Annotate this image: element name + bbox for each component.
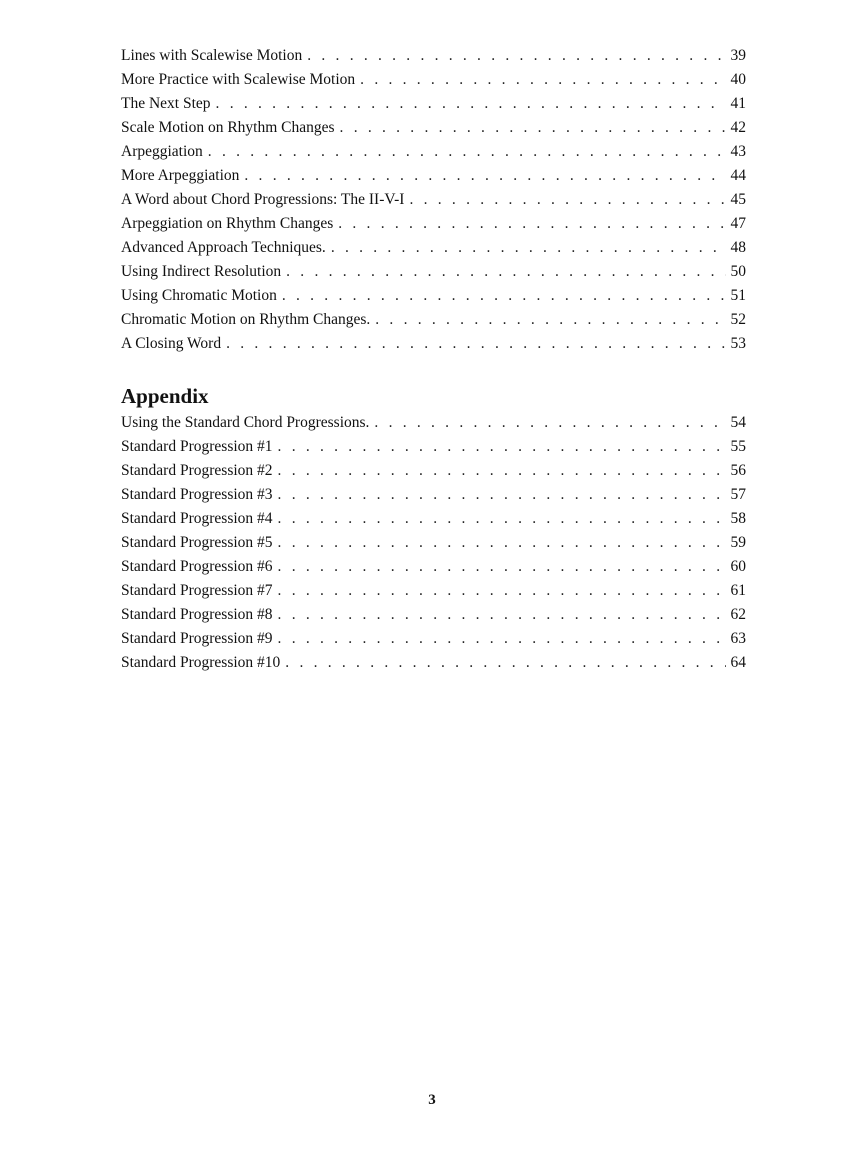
toc-entry-title: A Word about Chord Progressions: The II-V-I — [121, 191, 405, 208]
toc-entry-page: 54 — [730, 414, 746, 431]
dot-leader — [278, 603, 726, 627]
toc-entry[interactable] — [121, 332, 746, 356]
toc-entry-title: Arpeggiation on Rhythm Changes — [121, 215, 334, 232]
toc-main-list — [121, 44, 746, 356]
toc-entry-page: 45 — [730, 191, 746, 208]
toc-entry-title: Standard Progression #7 — [121, 582, 273, 599]
toc-entry[interactable] — [121, 116, 746, 140]
toc-entry-page: 39 — [730, 47, 746, 64]
toc-entry-page: 58 — [730, 510, 746, 527]
toc-entry-title: A Closing Word — [121, 335, 222, 352]
toc-entry[interactable] — [121, 284, 746, 308]
toc-entry-page: 64 — [730, 654, 746, 671]
dot-leader — [278, 483, 726, 507]
toc-entry-title: Standard Progression #3 — [121, 486, 273, 503]
toc-entry-title: Standard Progression #6 — [121, 558, 273, 575]
toc-entry[interactable] — [121, 603, 746, 627]
toc-entry[interactable] — [121, 411, 746, 435]
toc-entry-page: 51 — [730, 287, 746, 304]
toc-entry-page: 53 — [730, 335, 746, 352]
toc-entry[interactable] — [121, 212, 746, 236]
dot-leader — [278, 435, 726, 459]
dot-leader — [360, 68, 726, 92]
toc-entry-page: 56 — [730, 462, 746, 479]
toc-entry[interactable] — [121, 140, 746, 164]
toc-entry-page: 63 — [730, 630, 746, 647]
toc-entry[interactable] — [121, 44, 746, 68]
page-number: 3 — [428, 1092, 436, 1108]
dot-leader — [286, 260, 726, 284]
toc-entry-page: 61 — [730, 582, 746, 599]
toc-entry[interactable] — [121, 555, 746, 579]
toc-entry[interactable] — [121, 236, 746, 260]
toc-entry-title: Standard Progression #1 — [121, 438, 273, 455]
dot-leader — [278, 531, 726, 555]
toc-entry-title: Lines with Scalewise Motion — [121, 47, 303, 64]
toc-entry-title: Standard Progression #10 — [121, 654, 281, 671]
dot-leader — [278, 507, 726, 531]
toc-entry-page: 41 — [730, 95, 746, 112]
toc-entry[interactable] — [121, 531, 746, 555]
toc-entry[interactable] — [121, 579, 746, 603]
dot-leader — [340, 116, 726, 140]
toc-entry[interactable] — [121, 507, 746, 531]
dot-leader — [216, 92, 726, 116]
toc-entry-title: Using the Standard Chord Progressions. — [121, 414, 370, 431]
toc-entry-title: Standard Progression #9 — [121, 630, 273, 647]
toc-entry-title: Standard Progression #8 — [121, 606, 273, 623]
toc-entry-title: Using Chromatic Motion — [121, 287, 277, 304]
dot-leader — [278, 627, 726, 651]
toc-entry-page: 40 — [730, 71, 746, 88]
toc-entry-page: 47 — [730, 215, 746, 232]
dot-leader — [226, 332, 726, 356]
toc-entry[interactable] — [121, 483, 746, 507]
toc-entry[interactable] — [121, 627, 746, 651]
toc-entry[interactable] — [121, 651, 746, 675]
dot-leader — [278, 459, 726, 483]
dot-leader — [374, 411, 726, 435]
toc-entry-page: 60 — [730, 558, 746, 575]
toc-entry-title: Standard Progression #4 — [121, 510, 273, 527]
toc-entry-title: Chromatic Motion on Rhythm Changes. — [121, 311, 371, 328]
toc-entry[interactable] — [121, 164, 746, 188]
toc-entry-title: Standard Progression #2 — [121, 462, 273, 479]
toc-entry[interactable] — [121, 435, 746, 459]
toc-entry-title: Advanced Approach Techniques. — [121, 239, 326, 256]
toc-entry[interactable] — [121, 188, 746, 212]
appendix-heading: Appendix — [121, 384, 209, 408]
toc-entry-title: Using Indirect Resolution — [121, 263, 282, 280]
toc-entry-title: The Next Step — [121, 95, 211, 112]
toc-entry[interactable] — [121, 308, 746, 332]
toc-entry-page: 42 — [730, 119, 746, 136]
toc-entry[interactable] — [121, 260, 746, 284]
toc-entry[interactable] — [121, 92, 746, 116]
dot-leader — [208, 140, 726, 164]
dot-leader — [278, 579, 726, 603]
toc-entry-page: 62 — [730, 606, 746, 623]
dot-leader — [282, 284, 726, 308]
toc-entry[interactable] — [121, 459, 746, 483]
dot-leader — [307, 44, 726, 68]
dot-leader — [244, 164, 726, 188]
toc-entry-page: 57 — [730, 486, 746, 503]
dot-leader — [285, 651, 726, 675]
toc-entry-title: More Practice with Scalewise Motion — [121, 71, 356, 88]
toc-entry-title: Scale Motion on Rhythm Changes — [121, 119, 335, 136]
toc-entry-page: 59 — [730, 534, 746, 551]
dot-leader — [375, 308, 726, 332]
toc-entry-title: More Arpeggiation — [121, 167, 240, 184]
dot-leader — [409, 188, 726, 212]
toc-entry-page: 55 — [730, 438, 746, 455]
toc-entry-title: Arpeggiation — [121, 143, 203, 160]
dot-leader — [331, 236, 726, 260]
toc-entry[interactable] — [121, 68, 746, 92]
dot-leader — [338, 212, 726, 236]
toc-entry-page: 48 — [730, 239, 746, 256]
toc-entry-page: 50 — [730, 263, 746, 280]
toc-entry-page: 43 — [730, 143, 746, 160]
toc-appendix-section — [121, 381, 746, 675]
toc-entry-page: 52 — [730, 311, 746, 328]
toc-entry-page: 44 — [730, 167, 746, 184]
dot-leader — [278, 555, 726, 579]
toc-entry-title: Standard Progression #5 — [121, 534, 273, 551]
